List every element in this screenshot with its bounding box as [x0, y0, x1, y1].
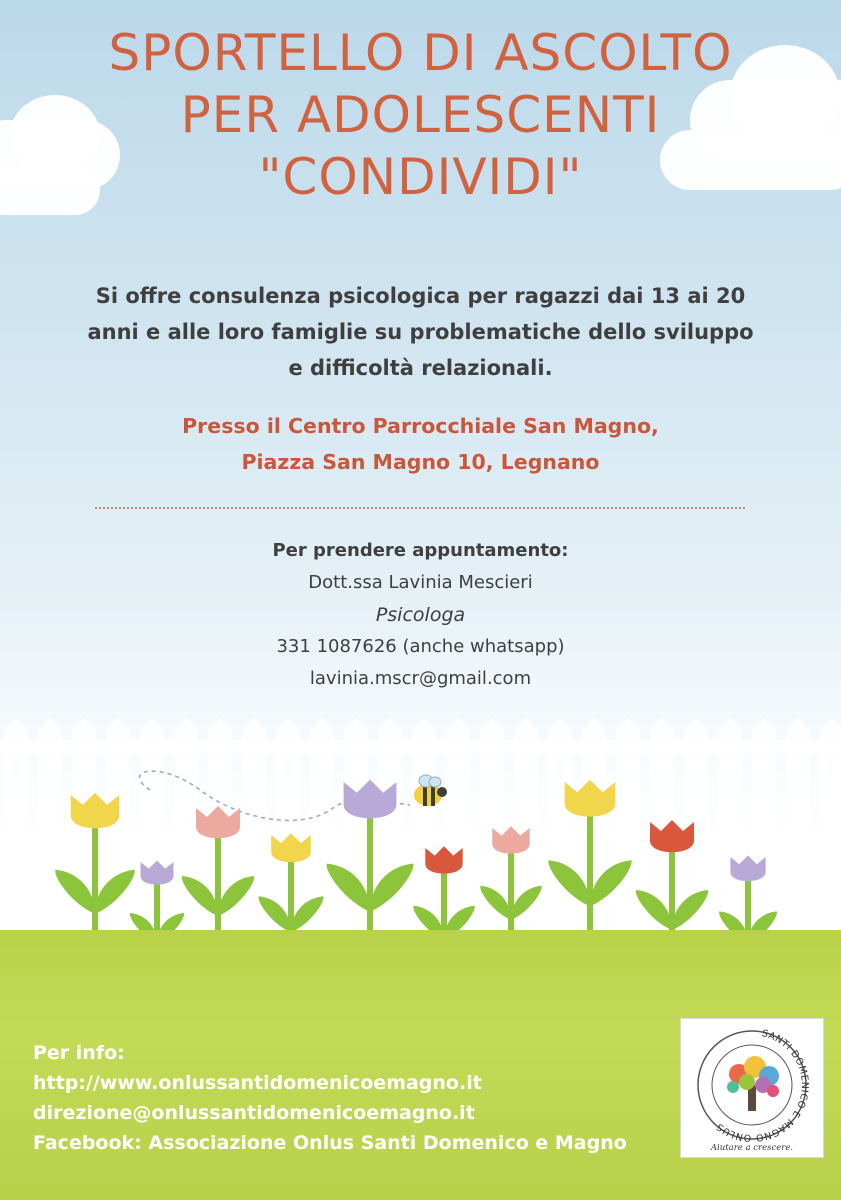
contact-name: Dott.ssa Lavinia Mescieri: [308, 572, 533, 593]
fence-picket: [140, 718, 164, 930]
fence-picket: [752, 718, 776, 930]
title-line-3: "CONDIVIDI": [258, 148, 583, 206]
fence-picket: [786, 718, 810, 930]
fence-picket: [38, 718, 62, 930]
info-heading: Per info:: [33, 1042, 125, 1064]
location-line-1: Presso il Centro Parrocchiale San Magno,: [182, 414, 659, 438]
title-line-1: SPORTELLO DI ASCOLTO: [108, 24, 733, 82]
fence-picket: [412, 718, 436, 930]
location-text: [0, 408, 841, 480]
fence-picket: [548, 718, 572, 930]
logo-tagline: Aiutare a crescere.: [710, 1143, 794, 1153]
flyer-title: [0, 22, 841, 208]
tree-icon: [727, 1056, 779, 1111]
association-logo: [680, 1018, 824, 1158]
contact-block: [0, 535, 841, 695]
info-block: [33, 1038, 627, 1158]
info-email-link[interactable]: direzione@onlussantidomenicoemagno.it: [33, 1102, 475, 1124]
intro-text: [40, 278, 801, 386]
info-facebook[interactable]: Facebook: Associazione Onlus Santi Domenico e Magno: [33, 1132, 627, 1154]
bee-icon: [414, 775, 447, 806]
fence-picket: [4, 718, 28, 930]
title-line-2: PER ADOLESCENTI: [180, 86, 661, 144]
dotted-divider: [95, 507, 745, 509]
contact-heading: Per prendere appuntamento:: [272, 540, 569, 561]
flower-illustration: [0, 700, 841, 940]
logo-ring-text: SANTI DOMENICO E MAGNO ONLUS: [714, 1028, 810, 1144]
info-website-link[interactable]: http://www.onlussantidomenicoemagno.it: [33, 1072, 482, 1094]
contact-role: Psicologa: [375, 604, 466, 626]
intro-line-1: Si offre consulenza psicologica per ragazzi dai 13 ai 20: [95, 284, 746, 308]
fence-picket: [446, 718, 470, 930]
contact-email[interactable]: lavinia.mscr@gmail.com: [309, 668, 532, 689]
fence-picket: [616, 718, 640, 930]
location-line-2: Piazza San Magno 10, Legnano: [241, 450, 600, 474]
intro-line-2: anni e alle loro famiglie su problematiche dello sviluppo: [87, 320, 754, 344]
logo-graphic: [681, 1019, 823, 1157]
intro-line-3: e difficoltà relazionali.: [288, 356, 553, 380]
fence-picket: [820, 718, 841, 930]
fence-picket: [718, 718, 742, 930]
contact-phone[interactable]: 331 1087626 (anche whatsapp): [276, 636, 565, 657]
